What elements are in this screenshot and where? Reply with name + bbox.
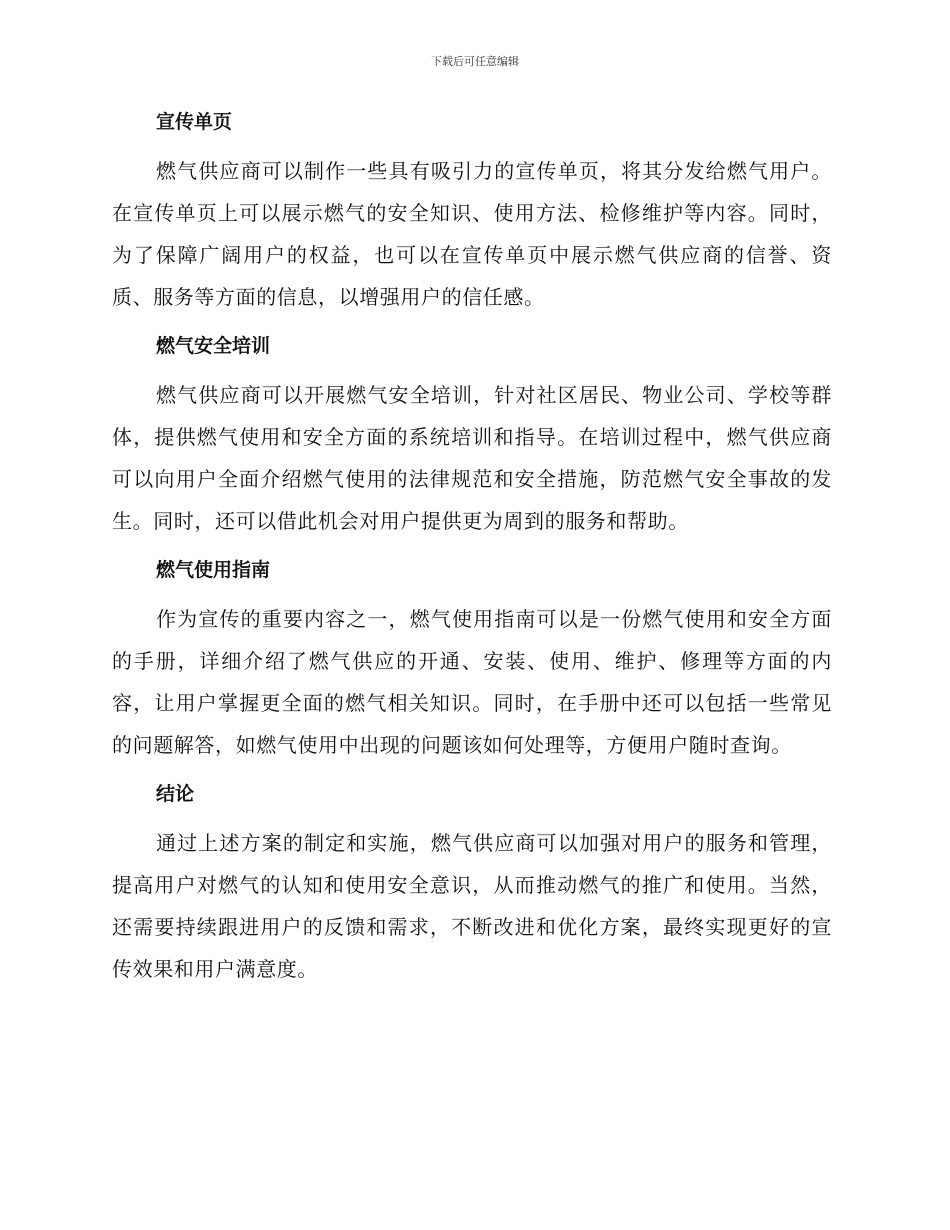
section-title: 燃气安全培训: [156, 335, 271, 357]
section-safety-training: [112, 332, 832, 542]
document-body: [112, 108, 832, 1004]
section-leaflet: [112, 108, 832, 318]
section-title: 结论: [156, 783, 195, 805]
section-paragraph: 燃气供应商可以开展燃气安全培训，针对社区居民、物业公司、学校等群体，提供燃气使用和安全方面的系统培训和指导。在培训过程中，燃气供应商可以向用户全面介绍燃气使用的法律规范和安全措施，防范燃气安全事故的发生。同时，还可以借此机会对用户提供更为周到的服务和帮助。: [112, 383, 832, 533]
section-paragraph: 燃气供应商可以制作一些具有吸引力的宣传单页，将其分发给燃气用户。在宣传单页上可以展示燃气的安全知识、使用方法、检修维护等内容。同时，为了保障广阔用户的权益，也可以在宣传单页中展示燃气供应商的信誉、资质、服务等方面的信息，以增强用户的信任感。: [112, 159, 832, 309]
section-paragraph: 通过上述方案的制定和实施，燃气供应商可以加强对用户的服务和管理，提高用户对燃气的认知和使用安全意识，从而推动燃气的推广和使用。当然，还需要持续跟进用户的反馈和需求，不断改进和优化方案，最终实现更好的宣传效果和用户满意度。: [112, 831, 832, 981]
section-conclusion: [112, 780, 832, 990]
page-header: 下载后可任意编辑: [431, 55, 519, 68]
section-usage-guide: [112, 556, 832, 766]
section-paragraph: 作为宣传的重要内容之一，燃气使用指南可以是一份燃气使用和安全方面的手册，详细介绍了燃气供应的开通、安装、使用、维护、修理等方面的内容，让用户掌握更全面的燃气相关知识。同时，在手册中还可以包括一些常见的问题解答，如燃气使用中出现的问题该如何处理等，方便用户随时查询。: [112, 607, 832, 757]
section-title: 宣传单页: [156, 111, 233, 133]
section-title: 燃气使用指南: [156, 559, 271, 581]
